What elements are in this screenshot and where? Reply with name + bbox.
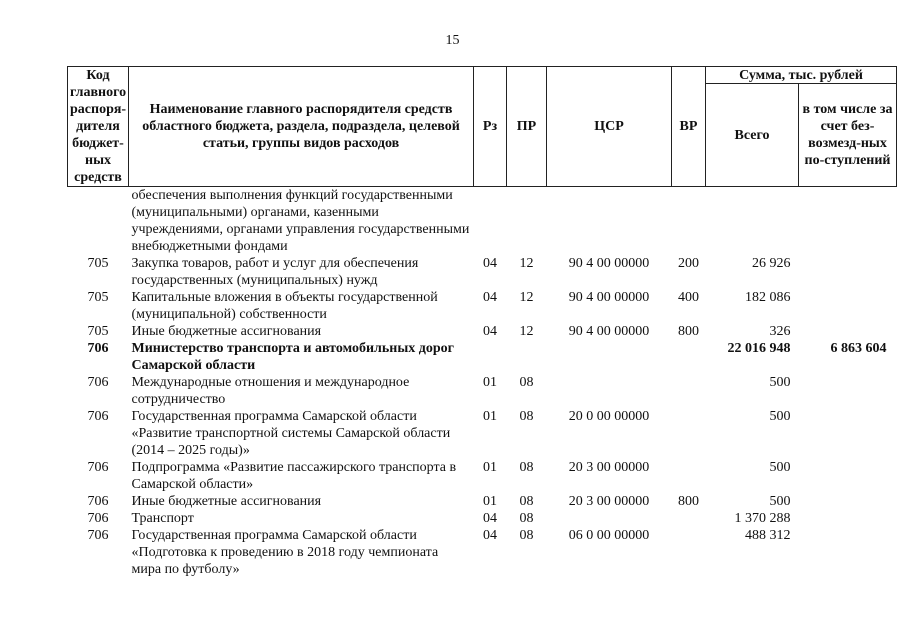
cell-grants xyxy=(799,374,897,408)
cell-name: Международные отношения и международное сотрудничество xyxy=(131,375,410,407)
cell-rz: 04 xyxy=(483,324,497,339)
cell-rz xyxy=(474,187,507,256)
cell-csr: 90 4 00 00000 xyxy=(568,256,650,271)
cell-vr: 400 xyxy=(678,290,699,305)
cell-grants xyxy=(799,510,897,527)
cell-grants xyxy=(799,527,897,578)
cell-grants xyxy=(799,493,897,510)
cell-grants xyxy=(799,289,897,323)
cell-rz: 01 xyxy=(483,494,497,509)
cell-pr: 08 xyxy=(519,511,534,526)
cell-rz: 04 xyxy=(483,511,497,526)
cell-csr xyxy=(547,340,672,374)
header-total: Всего xyxy=(706,84,799,187)
table-row xyxy=(68,459,897,493)
cell-code: 706 xyxy=(87,528,109,543)
cell-pr: 12 xyxy=(519,256,534,271)
header-name: Наименование главного распорядителя средств областного бюджета, раздела, подраздела, целевой статьи, группы видов расходов xyxy=(129,67,474,187)
cell-rz: 04 xyxy=(483,290,497,305)
header-vr: ВР xyxy=(672,67,706,187)
cell-csr: 90 4 00 00000 xyxy=(568,290,650,305)
cell-total: 182 086 xyxy=(745,290,791,305)
table-row xyxy=(68,408,897,459)
cell-pr xyxy=(507,187,547,256)
cell-code: 705 xyxy=(87,290,109,305)
table-row xyxy=(68,510,897,527)
cell-grants xyxy=(799,255,897,289)
cell-code xyxy=(68,187,129,256)
table-row xyxy=(68,187,897,256)
cell-code: 706 xyxy=(87,375,109,390)
cell-name: Государственная программа Самарской области «Развитие транспортной системы Самарской области (2014 – 2025 годы)» xyxy=(131,409,451,458)
table-header xyxy=(68,67,897,187)
cell-total: 500 xyxy=(769,460,791,475)
table-row xyxy=(68,255,897,289)
header-grants: в том числе за счет без-возмезд-ных по-ступлений xyxy=(799,84,897,187)
cell-total: 500 xyxy=(769,409,791,424)
cell-code: 706 xyxy=(87,409,109,424)
cell-total: 500 xyxy=(769,375,791,390)
cell-rz: 01 xyxy=(483,375,497,390)
cell-rz: 04 xyxy=(483,528,497,543)
cell-vr xyxy=(672,187,706,256)
cell-pr: 12 xyxy=(519,290,534,305)
cell-name: Государственная программа Самарской области «Подготовка к проведению в 2018 году чемпионата мира по футболу» xyxy=(131,528,439,577)
cell-vr: 200 xyxy=(678,256,699,271)
cell-name: Иные бюджетные ассигнования xyxy=(131,494,322,509)
budget-table xyxy=(67,66,897,578)
cell-vr xyxy=(672,374,706,408)
cell-pr: 12 xyxy=(519,324,534,339)
table-row xyxy=(68,289,897,323)
cell-code: 705 xyxy=(87,324,109,339)
cell-vr xyxy=(672,527,706,578)
cell-total: 26 926 xyxy=(752,256,791,271)
cell-grants: 6 863 604 xyxy=(830,341,887,356)
cell-total: 500 xyxy=(769,494,791,509)
cell-csr xyxy=(547,187,672,256)
cell-pr: 08 xyxy=(519,494,534,509)
cell-code: 706 xyxy=(87,494,109,509)
cell-vr xyxy=(672,340,706,374)
table-row xyxy=(68,527,897,578)
cell-name: Подпрограмма «Развитие пассажирского транспорта в Самарской области» xyxy=(131,460,457,492)
cell-name: Закупка товаров, работ и услуг для обеспечения государственных (муниципальных) нужд xyxy=(131,256,419,288)
cell-csr: 20 3 00 00000 xyxy=(568,494,650,509)
cell-rz: 01 xyxy=(483,409,497,424)
cell-code: 706 xyxy=(87,511,109,526)
table-row xyxy=(68,323,897,340)
cell-grants xyxy=(799,459,897,493)
cell-name: обеспечения выполнения функций государственными (муниципальными) органами, казенными учреждениями, органами управления государственными внебюджетными фондами xyxy=(131,188,470,254)
cell-pr: 08 xyxy=(519,528,534,543)
cell-csr: 20 3 00 00000 xyxy=(568,460,650,475)
header-rz: Рз xyxy=(474,67,507,187)
cell-csr xyxy=(547,374,672,408)
cell-name: Капитальные вложения в объекты государственной (муниципальной) собственности xyxy=(131,290,438,322)
cell-code: 706 xyxy=(87,341,109,356)
cell-csr: 20 0 00 00000 xyxy=(568,409,650,424)
cell-total: 326 xyxy=(769,324,791,339)
cell-name: Транспорт xyxy=(131,511,194,526)
cell-csr xyxy=(547,510,672,527)
cell-vr xyxy=(672,459,706,493)
table-row xyxy=(68,493,897,510)
cell-total: 488 312 xyxy=(745,528,791,543)
cell-vr xyxy=(672,408,706,459)
header-pr: ПР xyxy=(507,67,547,187)
cell-pr: 08 xyxy=(519,460,534,475)
cell-name: Министерство транспорта и автомобильных дорог Самарской области xyxy=(131,341,454,373)
cell-rz: 04 xyxy=(483,256,497,271)
cell-grants xyxy=(799,408,897,459)
cell-code: 705 xyxy=(87,256,109,271)
cell-total: 22 016 948 xyxy=(727,341,791,356)
header-sum: Сумма, тыс. рублей xyxy=(706,67,897,84)
cell-csr: 90 4 00 00000 xyxy=(568,324,650,339)
header-code: Код главного распоря-дителя бюджет-ных средств xyxy=(68,67,129,187)
cell-total: 1 370 288 xyxy=(734,511,791,526)
table-row xyxy=(68,340,897,374)
cell-vr: 800 xyxy=(678,324,699,339)
cell-rz xyxy=(474,340,507,374)
cell-name: Иные бюджетные ассигнования xyxy=(131,324,322,339)
cell-vr xyxy=(672,510,706,527)
cell-total xyxy=(706,187,799,256)
cell-rz: 01 xyxy=(483,460,497,475)
cell-vr: 800 xyxy=(678,494,699,509)
cell-code: 706 xyxy=(87,460,109,475)
cell-grants xyxy=(799,187,897,256)
page-number: 15 xyxy=(445,33,460,48)
cell-csr: 06 0 00 00000 xyxy=(568,528,650,543)
cell-pr: 08 xyxy=(519,375,534,390)
table-row xyxy=(68,374,897,408)
cell-pr xyxy=(507,340,547,374)
table-body xyxy=(68,187,897,579)
cell-grants xyxy=(799,323,897,340)
cell-pr: 08 xyxy=(519,409,534,424)
header-csr: ЦСР xyxy=(547,67,672,187)
